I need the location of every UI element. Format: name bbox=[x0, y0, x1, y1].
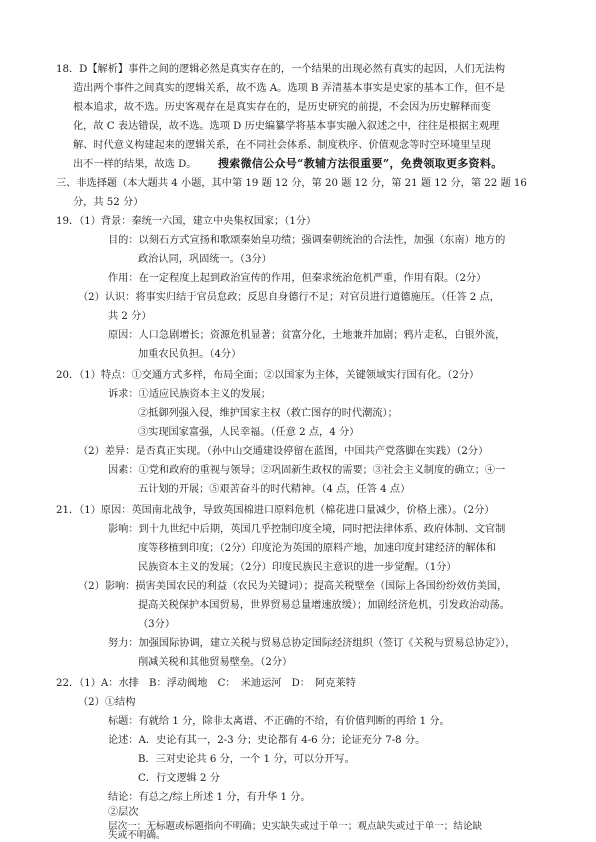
q19-line-1: 19．（1）背景：秦统一六国，建立中央集权国家；（1分） bbox=[56, 216, 317, 227]
q19-line-8: 加重农民负担。（4分） bbox=[138, 349, 242, 360]
q21-line-4: 民族资本主义的发展；（2分）印度民族民主意识的进一步觉醒。（1分） bbox=[138, 562, 457, 573]
q19-line-7: 原因：人口急剧增长；资源危机显著；贫富分化，土地兼并加剧；鸦片走私，白银外流， bbox=[108, 330, 506, 341]
q20-line-2: 诉求：①适应民族资本主义的发展； bbox=[108, 389, 271, 400]
promo-banner: 搜索微信公众号“教辅方法很重要”，免费领取更多资料。 bbox=[218, 157, 503, 170]
q22-line-6: C．行文逻辑 2 分 bbox=[138, 773, 220, 784]
q21-line-8: 努力：加强国际协调，建立关税与贸易总协定国际经济组织（签订《关税与贸易总协定》）， bbox=[108, 638, 516, 649]
section-3-heading: 三、非选择题（本大题共 4 小题，其中第 19 题 12 分，第 20 题 12 分，第 21 题 12 分，第 22 题 16 bbox=[56, 178, 527, 189]
q22-line-4: 论述：A．史论有其一，2-3 分；史论都有 4-6 分；论证充分 7-8 分。 bbox=[108, 735, 426, 746]
q22-line-2: （2）①结构 bbox=[78, 697, 136, 708]
q22-line-10: 失或不明确。 bbox=[108, 830, 166, 841]
q19-line-3: 政治认同，巩固统一。（3分） bbox=[138, 254, 272, 265]
q19-line-2: 目的：以刻石方式宣扬和歌颂秦始皇功绩；强调秦朝统治的合法性，加强（东南）地方的 bbox=[108, 235, 506, 246]
q20-line-7: 五计划的开展；⑤艰苦奋斗的时代精神。（4 点，任答 4 点） bbox=[138, 484, 411, 495]
section-3-heading-cont: 分，共 52 分） bbox=[73, 197, 144, 208]
q22-line-8: ②层次 bbox=[108, 807, 139, 818]
q21-line-1: 21．（1）原因：英国南北战争，导致英国棉进口原料危机（棉花进口量减少，价格上涨）。（2分） bbox=[56, 505, 495, 516]
q19-line-6: 共 2 分） bbox=[108, 311, 152, 322]
q18-line-1: 18．D【解析】事件之间的逻辑必然是真实存在的，一个结果的出现必然有真实的起因，人们无法构 bbox=[56, 64, 506, 75]
q21-line-7: （3分） bbox=[138, 619, 176, 630]
q18-line-2: 造出两个事件之间真实的逻辑关系，故不选 A。选项 B 弄清基本事实是史家的基本工作，但不是 bbox=[73, 83, 506, 94]
q19-line-5: （2）认识：将事实归结于官员怠政；反思自身德行不足；对官员进行道德施压。（任答 2 点， bbox=[78, 292, 500, 303]
q22-line-7: 结论：有总之/综上所述 1 分，有升华 1 分。 bbox=[108, 792, 311, 803]
q21-line-5: （2）影响：损害美国农民的利益（农民为关键词）；提高关税壁垒（国际上各国纷纷效仿美国， bbox=[78, 581, 508, 592]
q21-line-9: 削减关税和其他贸易壁垒。（2分） bbox=[138, 657, 293, 668]
q18-line-6: 出不一样的结果，故选 D。 bbox=[73, 159, 197, 170]
q20-line-3: ②抵御列强入侵，维护国家主权（救亡图存的时代潮流）； bbox=[138, 408, 398, 419]
q18-line-3: 根本追求，故不选。历史客观存在是真实存在的，是历史研究的前提，不会因为历史解释而变 bbox=[73, 102, 491, 113]
q19-line-4: 作用：在一定程度上起到政治宣传的作用，但秦求统治危机严重，作用有限。（2分） bbox=[108, 273, 487, 284]
q20-line-4: ③实现国家富强，人民幸福。（任意 2 点，4 分） bbox=[138, 427, 360, 438]
q18-line-4: 化，故 C 表达错误，故不选。选项 D 历史编纂学将基本事实融入叙述之中，往往是根据主观理 bbox=[73, 121, 500, 132]
q21-line-2: 影响：到十九世纪中后期，英国几乎控制印度全境，同时把法律体系、政府体制、文官制 bbox=[108, 524, 506, 535]
q18-line-5: 解、时代意义构建起来的逻辑关系，在不同社会体系、制度秩序、价值观念等时空环境里呈现 bbox=[73, 140, 491, 151]
q21-line-6: 提高关税保护本国贸易，世界贸易总量增速放缓）；加剧经济危机，引发政治动荡。 bbox=[138, 600, 510, 611]
q20-line-5: （2）差异：是否真正实现。（孙中山交通建设停留在蓝图，中国共产党落脚在实践）（2分） bbox=[78, 446, 489, 457]
q22-line-1: 22．（1）A：水排 B：浮动阀地 C： 米迪运河 D： 阿克莱特 bbox=[56, 678, 356, 689]
q20-line-6: 因素：①党和政府的重视与领导；②巩固新生政权的需要；③社会主义制度的确立；④一 bbox=[108, 465, 506, 476]
q20-line-1: 20．（1）特点：①交通方式多样，布局全面；②以国家为主体，关键领域实行国有化。（2分） bbox=[56, 370, 480, 381]
q21-line-3: 度等移植到印度；（2分）印度沦为英国的原料产地，加速印度封建经济的解体和 bbox=[138, 543, 496, 554]
q22-line-5: B．三对史论共 6 分，一个 1 分，可以分开写。 bbox=[138, 754, 355, 765]
q22-line-3: 标题：有就给 1 分，除非太离谱、不正确的不给，有价值判断的再给 1 分。 bbox=[108, 716, 450, 727]
q22-line-9: 层次一：无标题或标题指向不明确；史实缺失或过于单一；观点缺失或过于单一；结论缺 bbox=[108, 821, 483, 832]
